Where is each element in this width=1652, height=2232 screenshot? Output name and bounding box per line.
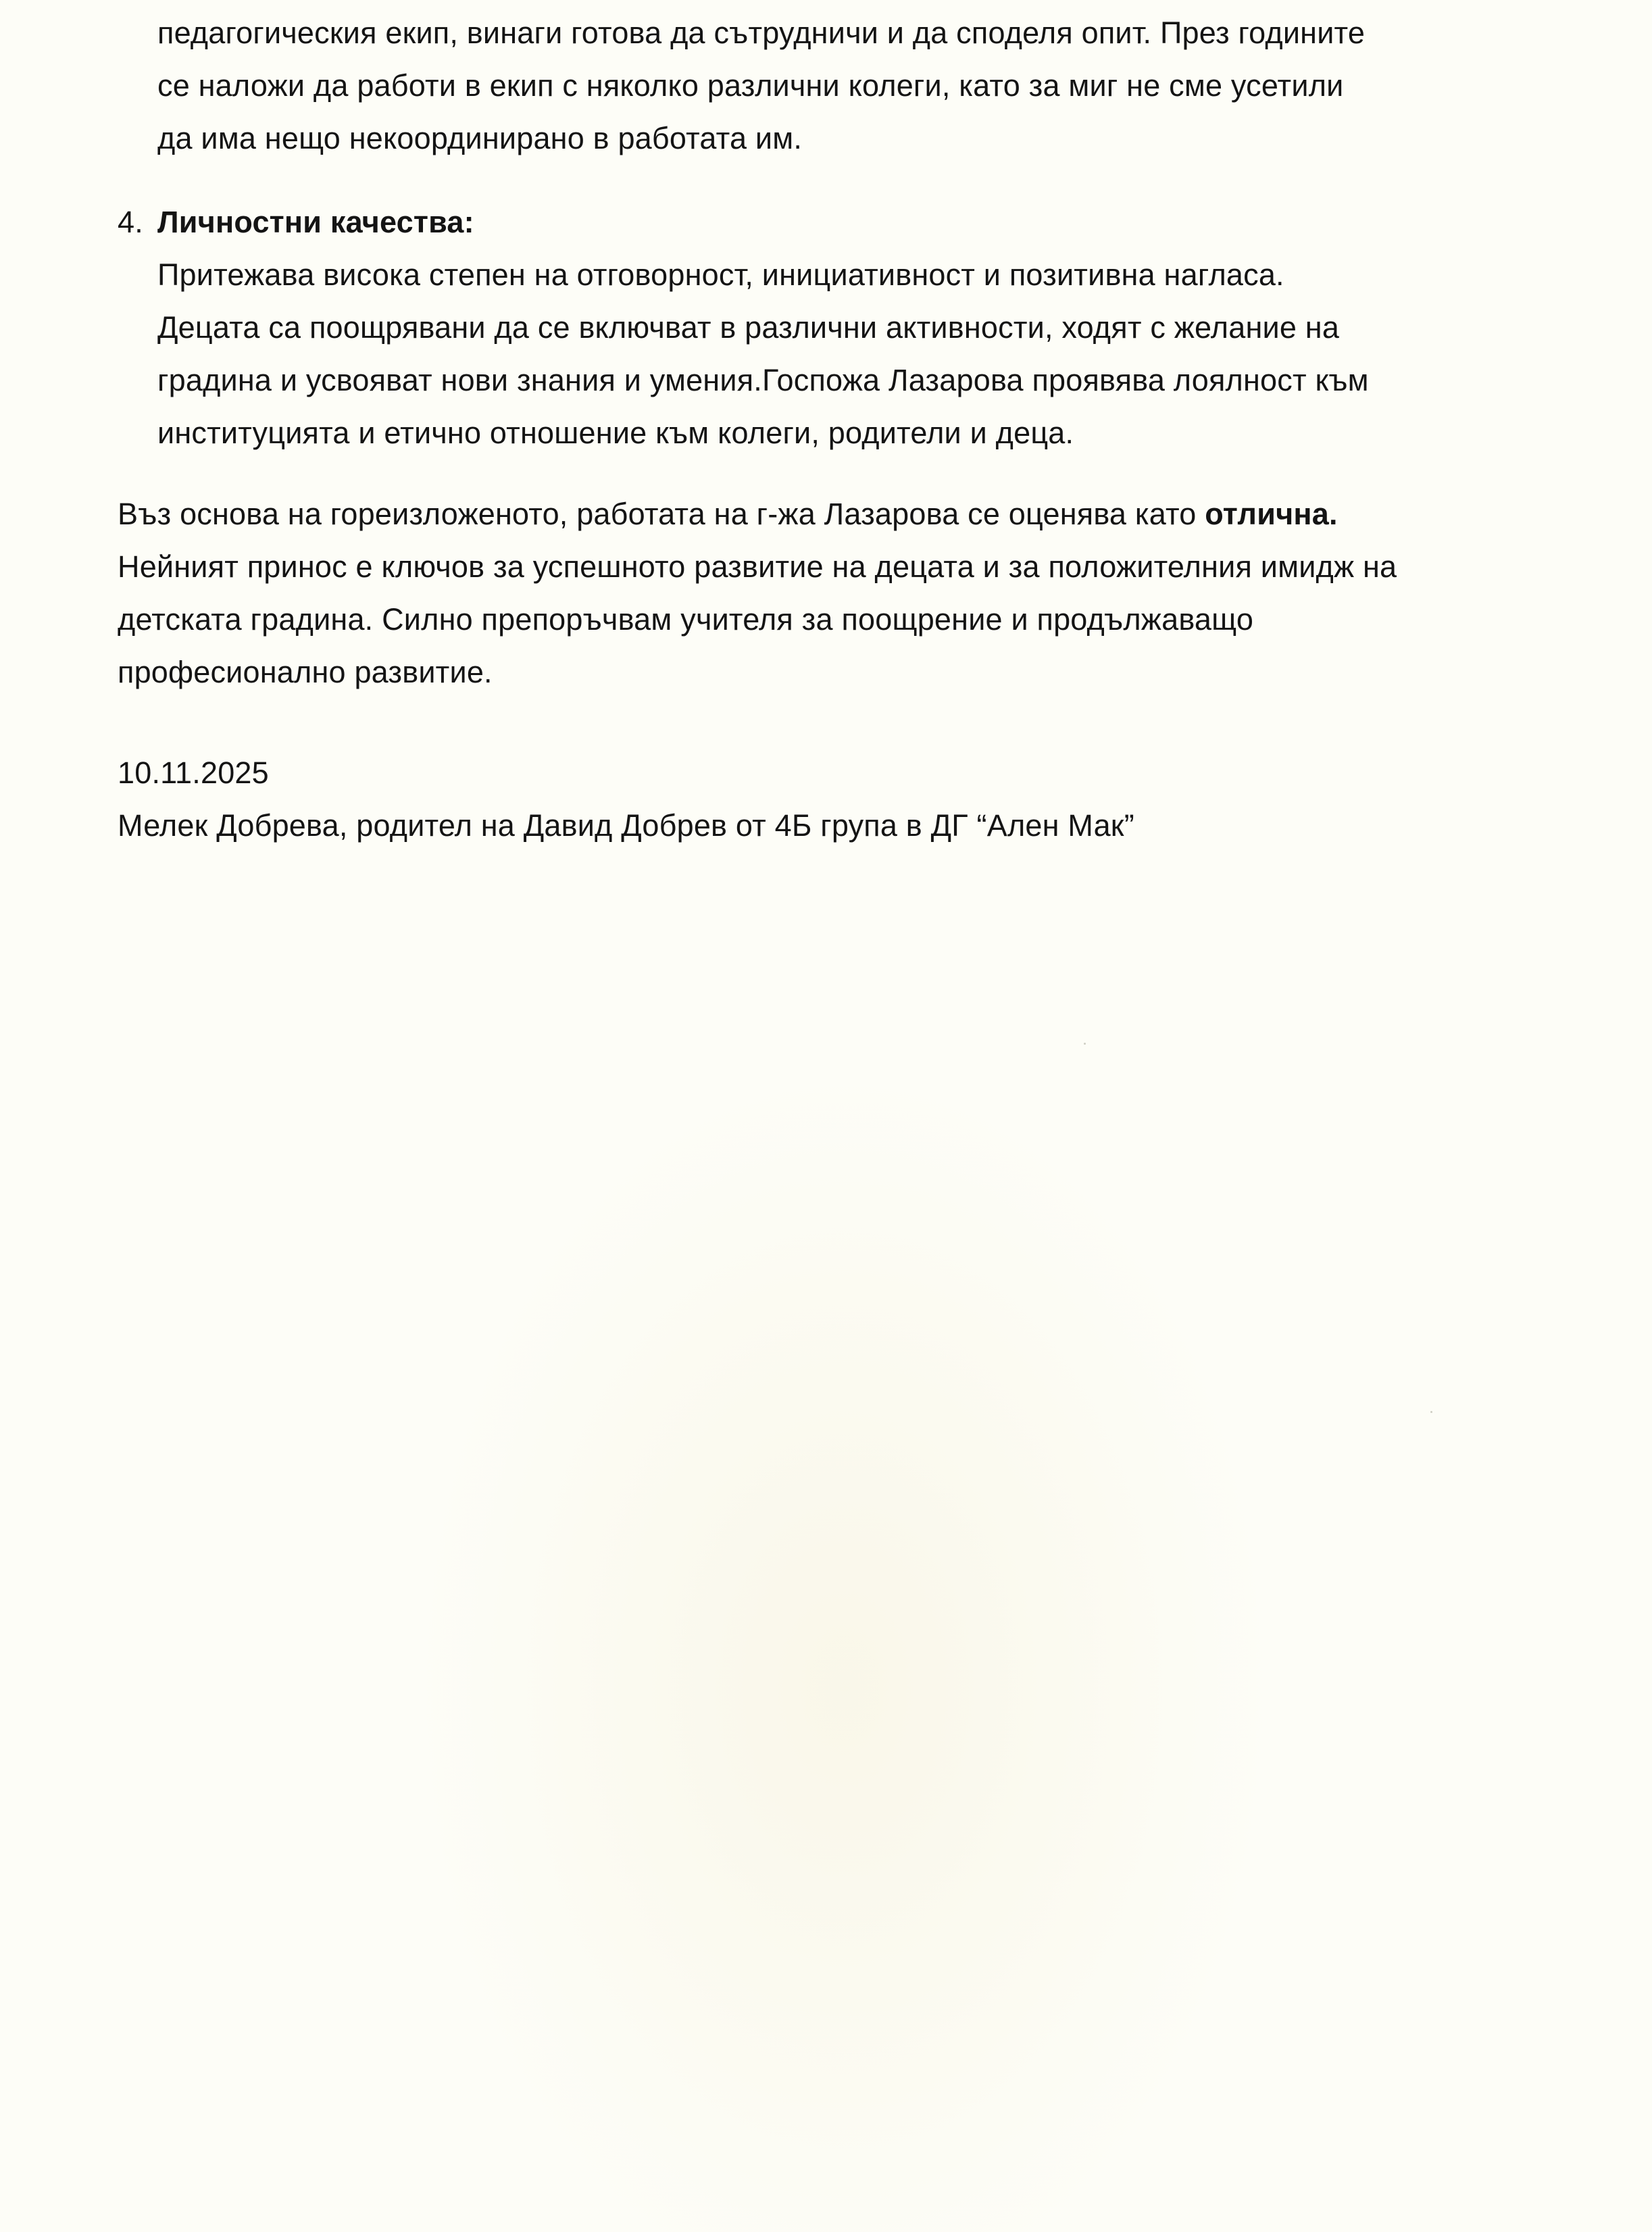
conclusion-grade: отлична <box>1205 497 1329 531</box>
section-4-line-3: градина и усвояват нови знания и умения.Госпожа Лазарова проявява лоялност към <box>157 363 1369 397</box>
conclusion-line-1-text: Въз основа на гореизложеното, работата на г-жа Лазарова се оценява като <box>118 497 1205 531</box>
section-4-number: 4. <box>118 205 143 239</box>
scan-speck <box>1430 1411 1432 1413</box>
section-4-line-1: Притежава висока степен на отговорност, инициативност и позитивна нагласа. <box>157 257 1284 292</box>
section-4-line-2: Децата са поощрявани да се включват в различни активности, ходят с желание на <box>157 310 1340 345</box>
scan-speck <box>1084 1043 1086 1045</box>
section-4-heading <box>118 196 474 249</box>
signature-line: Мелек Добрева, родител на Давид Добрев от 4Б група в ДГ “Ален Мак” <box>118 808 1134 843</box>
intro-line-1: педагогическия екип, винаги готова да сътрудничи и да споделя опит. През годините <box>157 16 1366 50</box>
conclusion-line-2: Нейният принос е ключов за успешното развитие на децата и за положителния имидж на <box>118 549 1397 584</box>
conclusion-line-4: професионално развитие. <box>118 655 493 689</box>
conclusion-period: . <box>1329 497 1338 531</box>
section-4-title: Личностни качества: <box>157 205 474 239</box>
document-date: 10.11.2025 <box>118 755 269 790</box>
conclusion-line-3: детската градина. Силно препоръчвам учителя за поощрение и продължаващо <box>118 602 1254 637</box>
intro-line-2: се наложи да работи в екип с няколко различни колеги, като за миг не сме усетили <box>157 68 1344 103</box>
conclusion-line-1 <box>118 488 1338 541</box>
intro-line-3: да има нещо некоординирано в работата им. <box>157 121 803 155</box>
section-4-line-4: институцията и етично отношение към колеги, родители и деца. <box>157 416 1074 450</box>
